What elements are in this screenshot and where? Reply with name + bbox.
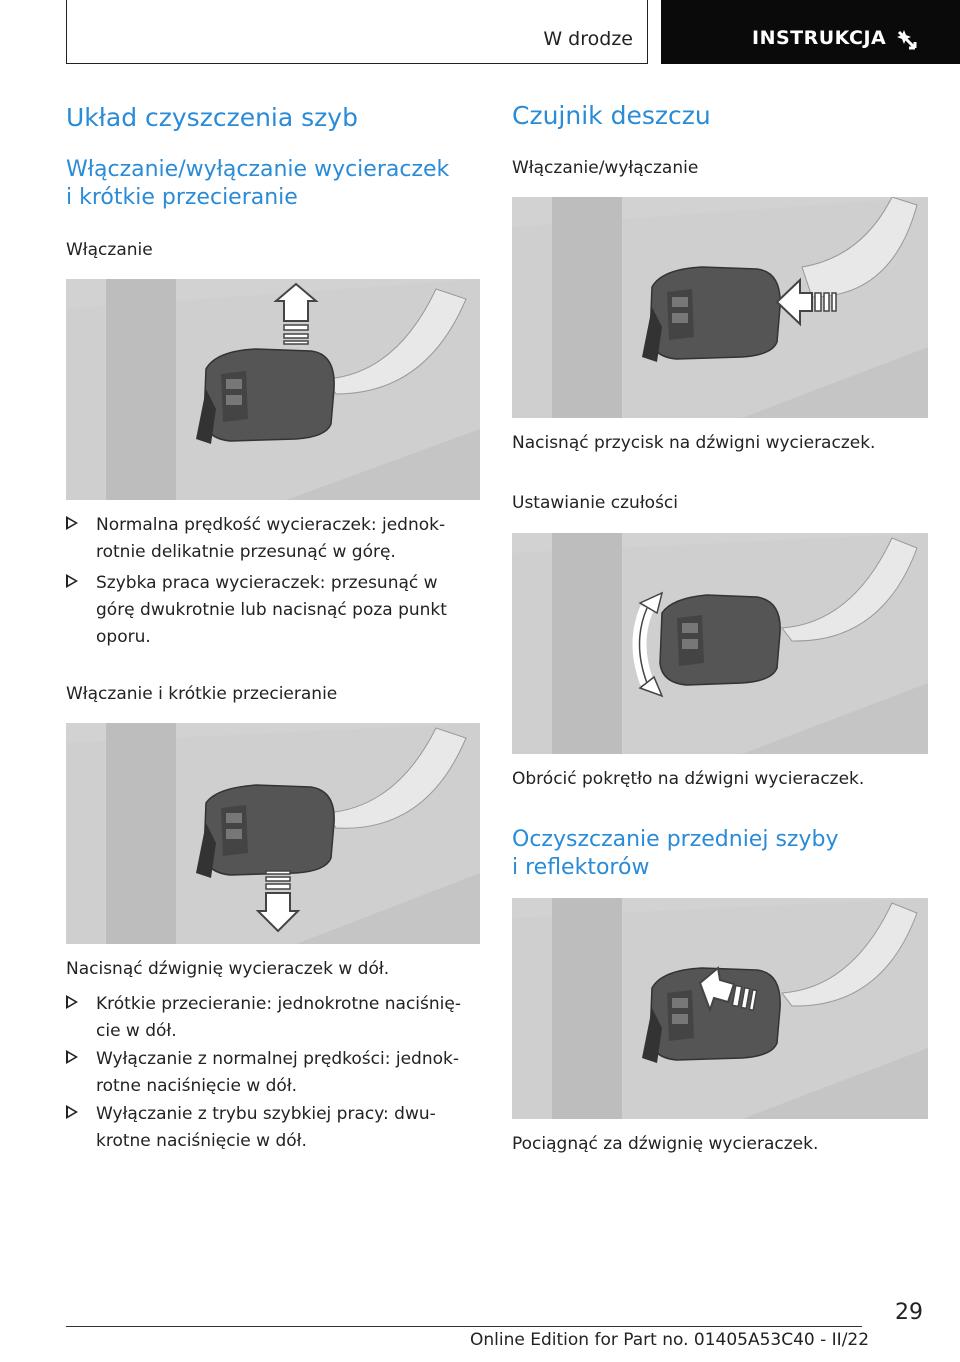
page-number: 29 [895, 1300, 923, 1325]
figure-pull-lever [512, 898, 928, 1119]
section-tab[interactable] [66, 0, 648, 64]
bullet-line: cie w dół. [96, 1021, 177, 1041]
bullet-line: rotne naciśnięcie w dół. [96, 1076, 298, 1096]
section-tab-label: W drodze [543, 28, 633, 50]
bullet-line: Normalna prędkość wycieraczek: jednok- [96, 515, 446, 535]
bullet-line: rotnie delikatnie przesunąć w górę. [96, 542, 396, 562]
section-title-line2: i reflektorów [512, 855, 650, 880]
paragraph-press-down: Nacisnąć dźwignię wycieraczek w dół. [66, 959, 390, 979]
rain-sensor-title: Czujnik deszczu [512, 101, 711, 130]
edition-footer: Online Edition for Part no. 01405A53C40 - II/22 [470, 1330, 870, 1350]
subheading-switch-on: Włączanie [66, 240, 153, 260]
chapter-tab[interactable] [661, 0, 960, 64]
paragraph-pull-lever: Pociągnąć za dźwignię wycieraczek. [512, 1134, 819, 1154]
bullet-triangle-icon [66, 516, 78, 530]
bullet-line: Szybka praca wycieraczek: przesunąć w [96, 573, 438, 593]
pointer-sparkle-icon [895, 28, 921, 54]
figure-lever-up [66, 279, 480, 500]
bullet-line: oporu. [96, 627, 151, 647]
bullet-triangle-icon [66, 1050, 78, 1064]
subheading-sensitivity: Ustawianie czułości [512, 493, 678, 513]
bullet-line: krotne naciśnięcie w dół. [96, 1131, 307, 1151]
subheading-switch-wipe: Włączanie i krótkie przecieranie [66, 684, 338, 704]
paragraph-press-button: Nacisnąć przycisk na dźwigni wycieraczek. [512, 433, 876, 453]
section-title-wipers [66, 156, 449, 212]
section-title-washers [512, 826, 838, 882]
chapter-tab-label: INSTRUKCJA [752, 27, 887, 49]
figure-rotate-wheel [512, 533, 928, 754]
section-title-line2: i krótkie przecieranie [66, 185, 298, 210]
bullet-line: Wyłączanie z normalnej prędkości: jednok- [96, 1049, 459, 1069]
bullet-triangle-icon [66, 995, 78, 1009]
bullet-line: górę dwukrotnie lub nacisnąć poza punkt [96, 600, 447, 620]
paragraph-rotate-wheel: Obrócić pokrętło na dźwigni wycieraczek. [512, 769, 865, 789]
bullet-triangle-icon [66, 574, 78, 588]
footer-divider [66, 1326, 862, 1327]
subheading-rain-onoff: Włączanie/wyłączanie [512, 158, 699, 178]
bullet-triangle-icon [66, 1105, 78, 1119]
figure-lever-down [66, 723, 480, 944]
bullet-line: Wyłączanie z trybu szybkiej pracy: dwu- [96, 1104, 436, 1124]
page-title: Układ czyszczenia szyb [66, 103, 358, 132]
section-title-line1: Włączanie/wyłączanie wycieraczek [66, 157, 450, 182]
section-title-line1: Oczyszczanie przedniej szyby [512, 827, 839, 852]
bullet-line: Krótkie przecieranie: jednokrotne naciśnię- [96, 994, 461, 1014]
figure-press-button [512, 197, 928, 418]
